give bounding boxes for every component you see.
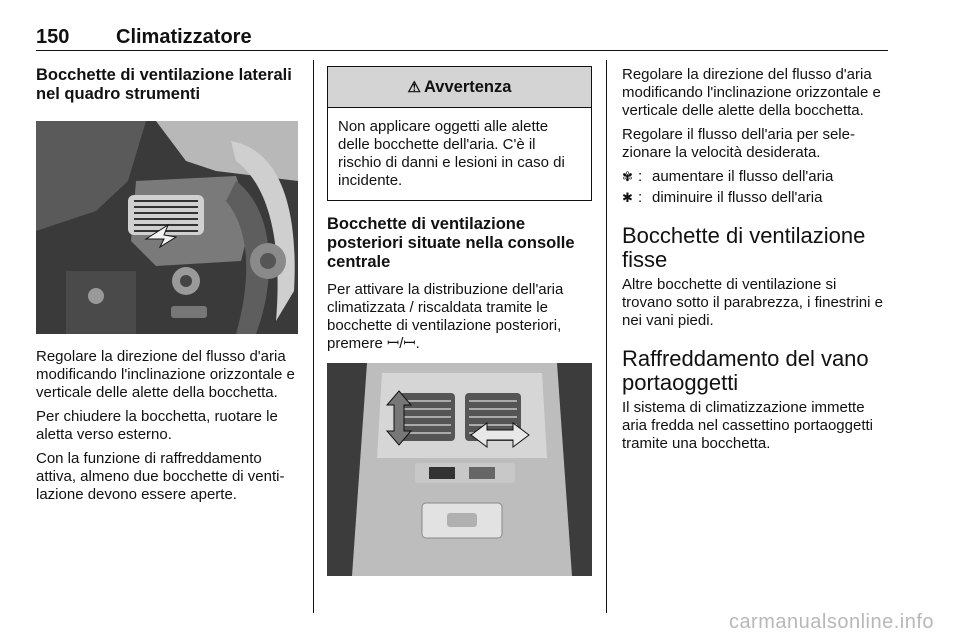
section-heading-side-vents: Bocchette di ventilazione laterali nel quadro strumenti [36,66,292,103]
paragraph-adjust-direction-rear: Regolare la direzione del flusso d'aria modificando l'inclinazione orizzontale e verticale delle alette della bocchetta. [622,66,881,119]
legend-text-decrease: diminuire il flusso dell'aria [652,189,823,206]
fan-increase-icon: ✾ [622,169,633,184]
dashboard-vent-figure [36,121,298,334]
warning-box [327,66,592,201]
warning-header [328,67,591,108]
fan-decrease-icon: ✱ [622,190,633,205]
column-2 [327,66,592,576]
chapter-title: Climatizzatore [116,26,252,48]
paragraph-fixed-vents: Altre bocchette di ventilazione si trovano sotto il parabrezza, i finestrini e nei vani piedi. [622,276,883,329]
column-divider-2 [606,60,607,613]
column-1 [36,66,298,504]
warning-text: Non applicare oggetti alle alette delle bocchette dell'aria. C'è il rischio di danni e lesioni in caso di incidente. [338,118,565,189]
section-heading-rear-vents: Bocchette di ventilazione posteriori situate nella consolle centrale [327,215,575,271]
heading-glovebox-cooling: Raffreddamento del vano portaoggetti [622,346,869,395]
paragraph-glovebox-cooling: Il sistema di climatizzazione immette aria fredda nel cassettino portaoggetti tramite una bocchetta. [622,399,873,452]
page-header [36,22,888,51]
dashboard-vent-illustration [36,121,298,334]
column-3 [622,66,890,453]
paragraph-adjust-direction: Regolare la direzione del flusso d'aria modificando l'inclinazione orizzontale e verticale delle alette della bocchetta. [36,348,295,401]
page-number: 150 [36,26,70,48]
legend-row-increase: ✾ : aumentare il flusso dell'aria [622,168,834,185]
paragraph-rear-vents: Per attivare la distribuzione dell'aria climatizzata / riscaldata tramite le bocchette di ventilazione posteriori, premere ꟷ/ꟷ. [327,281,564,352]
column-divider-1 [313,60,314,613]
heading-fixed-vents: Bocchette di ventilazione fisse [622,223,866,272]
rear-console-illustration [327,363,592,576]
legend-row-decrease: ✱ : diminuire il flusso dell'aria [622,189,823,206]
warning-title: Avvertenza [424,77,512,96]
paragraph-close-vent: Per chiudere la bocchetta, ruotare le aletta verso esterno. [36,408,278,443]
legend-text-increase: aumentare il flusso dell'aria [652,168,834,185]
warning-triangle-icon: ⚠ [407,79,421,96]
watermark: carmanualsonline.info [728,611,934,633]
paragraph-cooling-note: Con la funzione di raffreddamento attiva, almeno due bocchette di venti-lazione devono essere aperte. [36,450,285,503]
paragraph-adjust-speed: Regolare il flusso dell'aria per sele-zionare la velocità desiderata. [622,126,855,161]
rear-console-vent-figure [327,363,592,576]
